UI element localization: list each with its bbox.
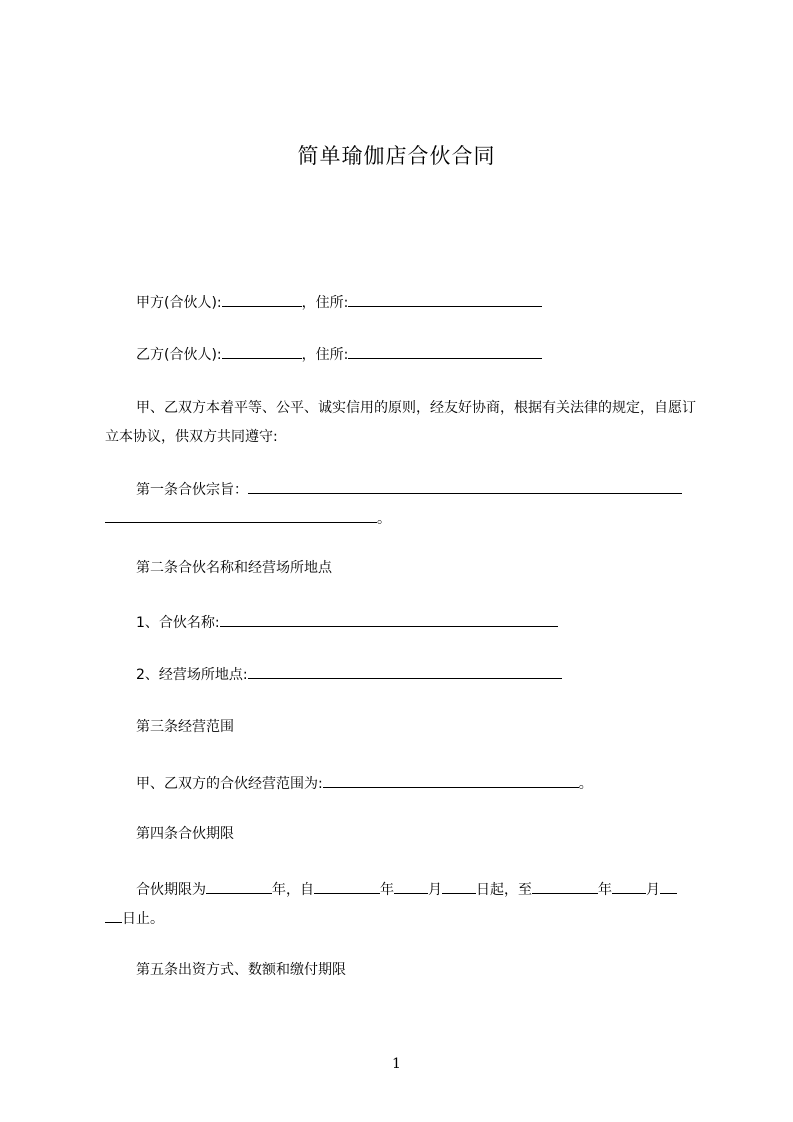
article-4-text	[105, 876, 701, 934]
term-text-2: 年，自	[272, 882, 314, 898]
intro-text: 甲、乙双方本着平等、公平、诚实信用的原则，经友好协商，根据有关法律的规定，自愿订立本协议，供双方共同遵守:	[105, 400, 696, 445]
party-b-label: 乙方(合伙人):	[136, 347, 222, 363]
term-text-8: 日止。	[122, 911, 164, 927]
page-number: 1	[392, 1056, 401, 1072]
party-b-name-blank	[222, 344, 302, 359]
article-3-text	[136, 773, 593, 794]
term-years-blank	[206, 879, 272, 894]
intro-paragraph	[105, 394, 701, 452]
article-2-item-2	[136, 664, 562, 685]
term-text-6: 年	[598, 882, 612, 898]
partnership-name-blank	[220, 612, 558, 627]
end-day-blank-2	[105, 908, 122, 923]
article-1-end: 。	[377, 511, 391, 527]
party-a-address-blank	[348, 292, 542, 307]
business-scope-label: 甲、乙双方的合伙经营范围为:	[136, 776, 323, 792]
party-a-line	[136, 292, 542, 313]
article-1-label: 第一条合伙宗旨：	[136, 482, 248, 498]
term-text-4: 月	[428, 882, 442, 898]
term-text-1: 合伙期限为	[136, 882, 206, 898]
party-a-name-blank	[222, 292, 302, 307]
party-a-address-label: ，住所:	[301, 295, 349, 311]
end-month-blank	[612, 879, 646, 894]
business-location-blank	[248, 664, 562, 679]
end-year-blank	[532, 879, 598, 894]
article-3-heading: 第三条经营范围	[136, 719, 234, 735]
article-1-purpose	[105, 476, 701, 534]
article-5-heading: 第五条出资方式、数额和缴付期限	[136, 962, 346, 978]
business-scope-blank	[323, 773, 579, 788]
term-text-3: 年	[380, 882, 394, 898]
article-1-blank-1	[248, 479, 682, 494]
end-day-blank-1	[660, 879, 677, 894]
partnership-name-label: 1、合伙名称:	[136, 615, 220, 631]
term-text-7: 月	[646, 882, 660, 898]
business-location-label: 2、经营场所地点:	[136, 667, 248, 683]
party-b-line	[136, 344, 542, 365]
party-b-address-blank	[348, 344, 542, 359]
term-text-5: 日起，至	[476, 882, 532, 898]
party-a-label: 甲方(合伙人):	[136, 295, 222, 311]
article-2-item-1	[136, 612, 558, 633]
start-month-blank	[394, 879, 428, 894]
document-title: 简单瑜伽店合伙合同	[297, 144, 496, 168]
article-4-heading: 第四条合伙期限	[136, 826, 234, 842]
article-2-heading: 第二条合伙名称和经营场所地点	[136, 560, 332, 576]
start-day-blank	[442, 879, 476, 894]
article-1-blank-2	[105, 508, 377, 523]
start-year-blank	[314, 879, 380, 894]
party-b-address-label: ，住所:	[301, 347, 349, 363]
business-scope-end: 。	[578, 776, 593, 792]
